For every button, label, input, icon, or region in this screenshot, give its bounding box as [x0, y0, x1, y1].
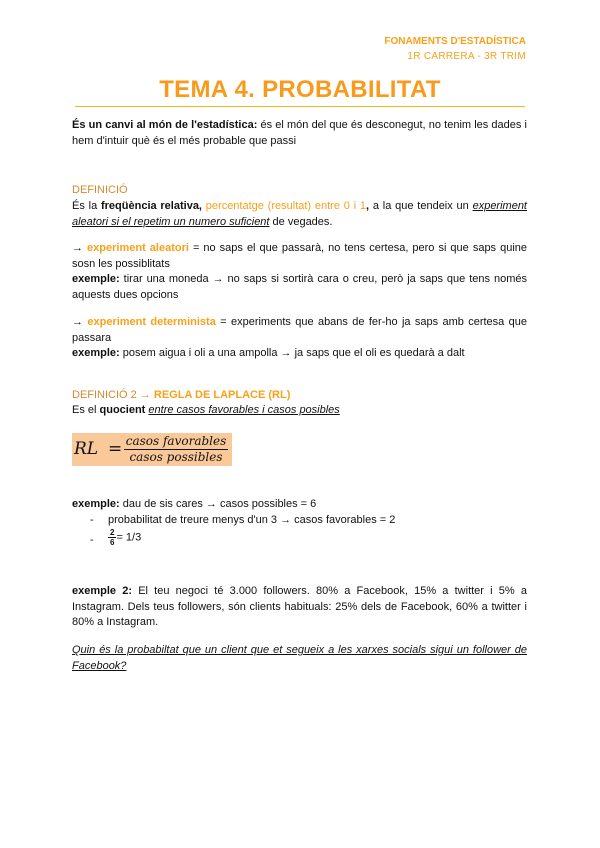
- fraction-numerator: 2: [110, 528, 115, 537]
- def-text: És la: [72, 200, 101, 212]
- page-title: TEMA 4. PROBABILITAT: [159, 76, 441, 103]
- def-text: a la que tendeix un: [369, 200, 473, 212]
- bullet-dash: -: [90, 534, 94, 546]
- example-label: exemple:: [72, 347, 120, 359]
- formula-denominator: casos possibles: [129, 450, 223, 464]
- intro-text: és el món del que és desconegut, no tenim les dades i hem d'intuir què és el més probable que passi: [72, 119, 527, 147]
- example-label: exemple:: [72, 273, 120, 285]
- definition-paragraph: [72, 199, 527, 230]
- course-term: 1R CARRERA - 3R TRIM: [407, 51, 526, 62]
- formula-lhs: RL: [74, 439, 99, 459]
- question-paragraph: Quin és la probabiltat que un client que et segueix a les xarxes socials sigui un follower de Facebook?: [72, 644, 527, 672]
- def-underlined: experiment aleatori si el repetim un numero suficient: [72, 200, 527, 228]
- def-highlight: percentatge (resultat) entre 0 i 1: [202, 200, 367, 212]
- underlined: entre casos favorables i casos posibles: [148, 404, 340, 416]
- formula-fraction: [124, 434, 228, 464]
- term: experiment aleatori: [87, 242, 189, 254]
- arrow: →: [72, 242, 88, 254]
- def-term: freqüència relativa,: [100, 200, 202, 212]
- text: = no saps el que passarà, no tens certesa, pero si que saps quine sosn les possiblitats: [72, 242, 528, 270]
- example-label: exemple 2:: [72, 585, 133, 597]
- arrow: →: [72, 316, 88, 328]
- text: = experiments que abans de fer-ho ja saps amb certesa que passara: [72, 316, 528, 344]
- term: quocient: [99, 404, 146, 416]
- laplace-formula: [72, 433, 232, 466]
- intro-paragraph: [72, 118, 527, 149]
- formula-numerator: casos favorables: [125, 434, 227, 448]
- bullet-text: = 1/3: [116, 531, 142, 544]
- bullet-fraction-line: [108, 528, 141, 547]
- list-item: [90, 513, 396, 529]
- course-name: FONAMENTS D'ESTADÍSTICA: [384, 36, 526, 47]
- example-text: posem aigua i oli a una ampolla → ja saps que el oli es quedarà a dalt: [119, 347, 465, 359]
- heading-term: REGLA DE LAPLACE (RL): [153, 389, 291, 401]
- bullet-dash: -: [90, 514, 94, 526]
- formula-equals: =: [108, 439, 123, 459]
- list-item: [90, 528, 142, 549]
- title-divider: [75, 106, 525, 107]
- example2-paragraph: [72, 584, 527, 631]
- definition2-heading: [72, 388, 527, 404]
- def-text: de vegades.: [269, 215, 333, 228]
- example-text: El teu negoci té 3.000 followers. 80% a Facebook, 15% a twitter i 5% a Instagram. Dels teus followers, són clients habituals: 25% dels de Facebook, 60% a twitter i 80% a Instagram.: [72, 585, 527, 628]
- random-experiment-paragraph: [72, 241, 527, 303]
- term: experiment determinista: [87, 316, 216, 328]
- example-text: dau de sis cares → casos possibles = 6: [119, 498, 317, 510]
- def-comma: ,: [366, 200, 370, 212]
- fraction-denominator: 6: [110, 538, 115, 547]
- example-text: tirar una moneda → no saps si sortirà cara o creu, però ja saps que tens només aquests dues opcions: [72, 273, 527, 301]
- definition-heading: DEFINICIÓ: [72, 184, 128, 196]
- deterministic-experiment-paragraph: [72, 315, 527, 362]
- example1-paragraph: [72, 497, 527, 513]
- definition2-paragraph: [72, 403, 527, 419]
- heading-prefix: DEFINICIÓ 2 →: [72, 389, 154, 401]
- intro-bold: És un canvi al món de l'estadística:: [72, 119, 258, 131]
- example-label: exemple:: [72, 498, 120, 510]
- bullet-text: probabilitat de treure menys d'un 3 → casos favorables = 2: [108, 514, 396, 526]
- text: Es el: [72, 404, 100, 416]
